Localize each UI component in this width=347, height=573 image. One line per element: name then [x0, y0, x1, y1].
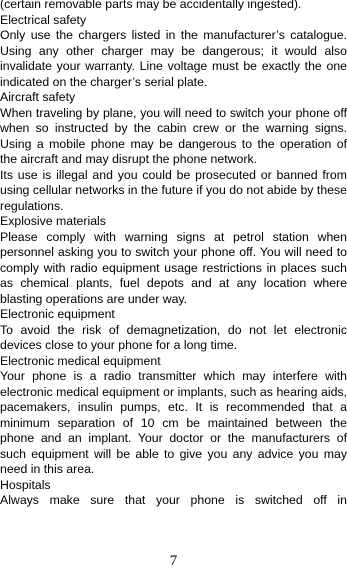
section-aircraft-safety — [0, 90, 347, 214]
section-paragraph: Always make sure that your phone is switched off in — [0, 493, 347, 507]
section-heading: Explosive materials — [0, 214, 106, 228]
section-electronic-equipment — [0, 307, 347, 354]
section-heading: Aircraft safety — [0, 90, 76, 104]
section-paragraph: Only use the chargers listed in the manufacturer’s catalogue. Using any other charger may be dangerous; it would also invalidate your warranty. Line voltage must be exactly the one indicated on the charger’s serial plate. — [0, 28, 347, 89]
section-explosive-materials — [0, 214, 347, 307]
section-electronic-medical-equipment — [0, 354, 347, 478]
section-paragraph: To avoid the risk of demagnetization, do not let electronic devices close to your phone for a long time. — [0, 322, 347, 352]
section-heading: Electronic medical equipment — [0, 353, 161, 368]
section-paragraph: When traveling by plane, you will need to switch your phone off when so instructed by the cabin crew or the warning signs. Using a mobile phone may be dangerous to the operation of the aircraft and may disrupt the phone network. — [0, 105, 347, 166]
intro-line: (certain removable parts may be accidentally ingested). — [0, 0, 302, 11]
section-electrical-safety — [0, 13, 347, 91]
section-paragraph: Its use is illegal and you could be prosecuted or banned from using cellular networks in the future if you do not abide by these regulations. — [0, 167, 347, 213]
section-paragraph: Please comply with warning signs at petrol station when personnel asking you to switch your phone off. You will need to comply with radio equipment usage restrictions in places such as chemical plants, fuel depots and at any location where blasting operations are under way. — [0, 229, 347, 306]
section-heading: Electrical safety — [0, 12, 87, 27]
section-heading: Hospitals — [0, 477, 51, 492]
page-number: 7 — [169, 553, 178, 569]
section-hospitals — [0, 478, 347, 509]
section-heading: Electronic equipment — [0, 307, 115, 321]
section-paragraph: Your phone is a radio transmitter which may interfere with electronic medical equipment or implants, such as hearing aids, pacemakers, insulin pumps, etc. It is recommended that a minimum separation of 10 cm be maintained between the phone and an implant. Your doctor or the manufacturers of such equipment will be able to give you any advice you may need in this area. — [0, 369, 347, 476]
